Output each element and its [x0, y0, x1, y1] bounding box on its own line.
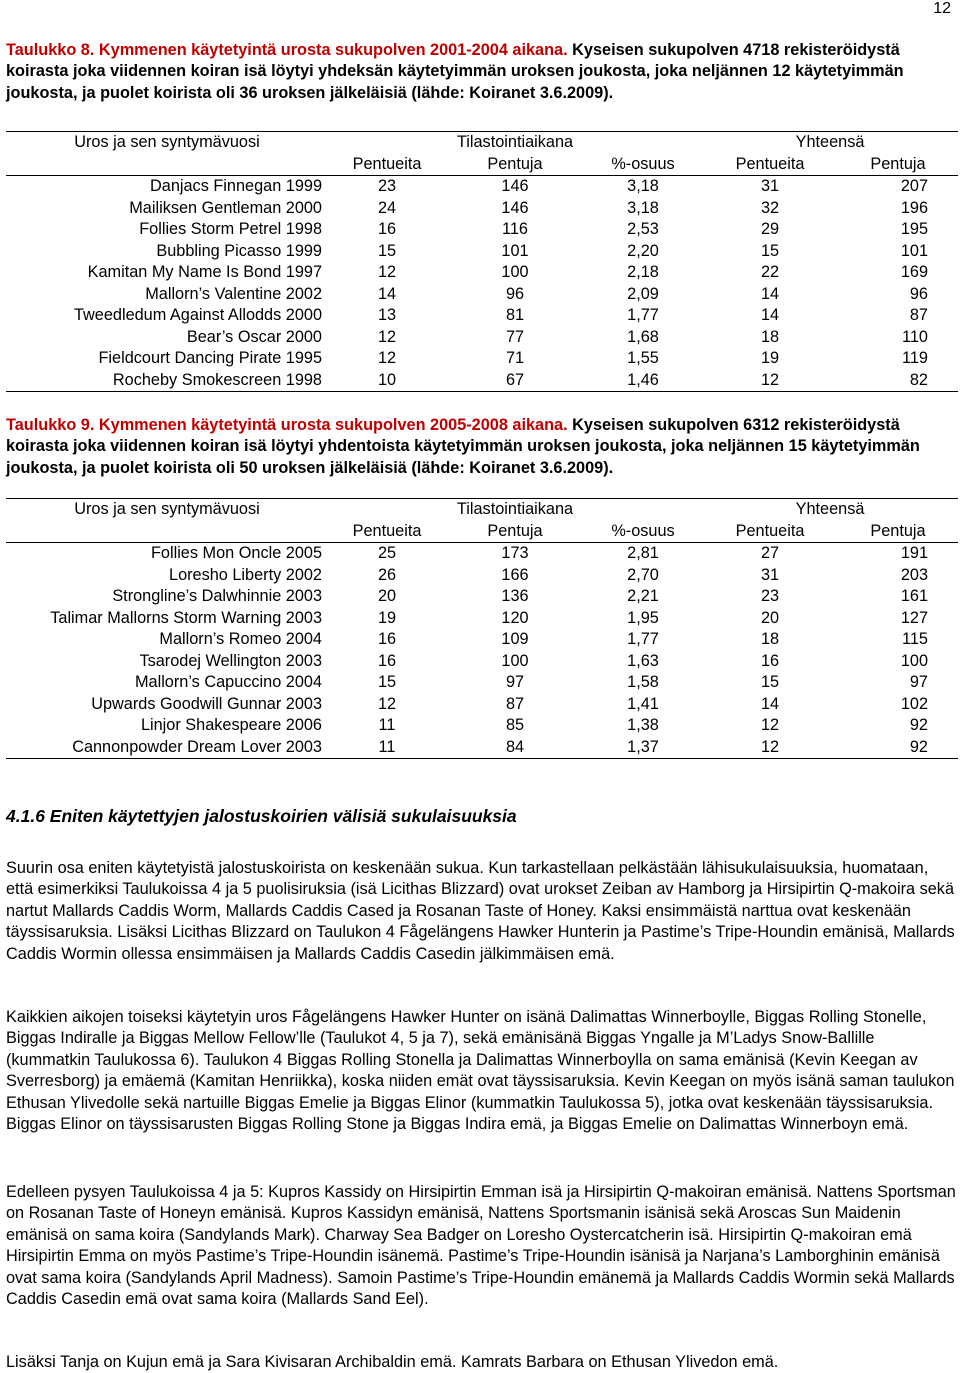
row-litters: 11 [378, 716, 396, 734]
table9-caption [6, 415, 954, 479]
row-total-litters: 14 [760, 694, 780, 713]
row-total-litters: 20 [760, 608, 780, 627]
row-total-puppies: 101 [900, 241, 928, 260]
table-row [6, 565, 958, 587]
row-total-litters: 32 [760, 198, 780, 217]
row-litters: 12 [377, 263, 397, 281]
row-percent: 2,70 [627, 565, 659, 584]
row-percent: 2,21 [627, 587, 659, 605]
row-name: Danjacs Finnegan 1999 [150, 177, 322, 195]
table-row [6, 370, 958, 392]
row-total-puppies: 96 [909, 284, 928, 303]
row-total-litters: 22 [760, 263, 780, 281]
row-total-litters: 27 [760, 544, 780, 562]
row-total-puppies: 195 [900, 220, 928, 238]
table-row [6, 262, 958, 284]
header-total-litters: Pentueita [702, 154, 838, 176]
row-percent: 2,53 [627, 220, 659, 238]
row-name: Fieldcourt Dancing Pirate 1995 [98, 349, 322, 367]
header-total-puppies: Pentuja [838, 154, 958, 176]
table9-caption-title: Taulukko 9. Kymmenen käytetyintä urosta sukupolven 2005-2008 aikana. [6, 416, 568, 434]
row-name: Mailiksen Gentleman 2000 [129, 198, 322, 217]
row-litters: 10 [328, 370, 446, 392]
table8 [6, 131, 958, 392]
row-litters: 26 [377, 565, 397, 584]
row-litters: 13 [377, 306, 397, 324]
row-name: Rocheby Smokescreen 1998 [6, 370, 328, 392]
row-total-litters: 16 [760, 651, 780, 670]
row-total-puppies: 203 [900, 565, 928, 584]
row-name: Talimar Mallorns Storm Warning 2003 [50, 608, 322, 627]
row-puppies: 77 [505, 327, 525, 346]
row-litters: 15 [377, 241, 397, 260]
row-litters: 16 [377, 651, 397, 670]
row-puppies: 120 [501, 608, 529, 627]
row-name: Linjor Shakespeare 2006 [140, 716, 322, 734]
row-total-puppies: 100 [900, 651, 928, 670]
row-litters: 20 [377, 587, 397, 605]
row-puppies: 109 [501, 630, 529, 648]
row-puppies: 100 [501, 263, 529, 281]
paragraph-4: Lisäksi Tanja on Kujun emä ja Sara Kivisaran Archibaldin emä. Kamrats Barbara on Ethusan Ylivedon emä. [6, 1353, 779, 1371]
row-percent: 1,37 [584, 737, 702, 759]
row-percent: 1,38 [627, 716, 659, 734]
table8-caption-title: Taulukko 8. Kymmenen käytetyintä urosta sukupolven 2001-2004 aikana. [6, 41, 568, 59]
table-row [6, 219, 958, 241]
row-percent: 2,81 [627, 544, 659, 562]
row-litters: 19 [377, 608, 397, 627]
row-puppies: 136 [501, 587, 529, 605]
row-puppies: 166 [501, 565, 529, 584]
row-name: Mallorn’s Romeo 2004 [159, 630, 322, 648]
row-total-puppies: 87 [909, 306, 928, 324]
table-row [6, 737, 958, 759]
header-total-litters: Pentueita [702, 521, 838, 543]
row-litters: 12 [377, 327, 397, 346]
table-row [6, 651, 958, 673]
row-percent: 1,77 [627, 306, 659, 324]
row-percent: 1,77 [627, 630, 659, 648]
row-litters: 23 [377, 177, 397, 195]
row-puppies: 146 [501, 198, 529, 217]
row-litters: 11 [328, 737, 446, 759]
header-puppies: Pentuja [446, 521, 584, 543]
table-row [6, 608, 958, 630]
row-total-puppies: 92 [909, 716, 928, 734]
row-percent: 2,20 [627, 241, 659, 260]
row-name: Bubbling Picasso 1999 [156, 241, 322, 260]
row-puppies: 97 [505, 673, 525, 691]
row-name: Loresho Liberty 2002 [169, 565, 322, 584]
row-total-puppies: 169 [900, 263, 928, 281]
row-name: Follies Storm Petrel 1998 [139, 220, 322, 238]
row-percent: 1,68 [627, 327, 659, 346]
header-male: Uros ja sen syntymävuosi [6, 499, 328, 521]
row-name: Follies Mon Oncle 2005 [150, 544, 322, 562]
row-total-litters: 29 [760, 220, 780, 238]
row-percent: 1,41 [627, 694, 659, 713]
table9-header-row-2 [6, 521, 958, 543]
row-total-litters: 14 [760, 306, 780, 324]
row-percent: 3,18 [627, 198, 659, 217]
row-percent: 2,18 [627, 263, 659, 281]
row-total-puppies: 82 [838, 370, 958, 392]
row-name: Kamitan My Name Is Bond 1997 [87, 263, 322, 281]
row-percent: 1,58 [627, 673, 659, 691]
row-litters: 16 [377, 630, 397, 648]
row-name: Tweedledum Against Allodds 2000 [73, 306, 322, 324]
row-puppies: 71 [505, 349, 525, 367]
table-row [6, 305, 958, 327]
row-litters: 14 [377, 284, 397, 303]
row-total-puppies: 127 [900, 608, 928, 627]
page-number: 12 [933, 0, 951, 17]
row-total-litters: 18 [760, 327, 780, 346]
row-total-litters: 15 [760, 241, 780, 260]
paragraph-3: Edelleen pysyen Taulukoissa 4 ja 5: Kupros Kassidy on Hirsipirtin Emman isä ja Hirsipirtin Q-makoiran emänisä. Nattens Sportsman on Rosanan Taste of Honeyn emänisä. Kupros Kassidyn emänisä, Nattens Sportsmanin isänisä sekä Aroscas Sun Maidenin emänisä on sama koira (Sandylands Mark). Charway Sea Badger on Loresho Oystercatcherin isä. Hirsipirtin Q-makoiran emä Hirsipirtin Emma on myös Pastime’s Tripe-Houndin isänemä. Pastime’s Tripe-Houndin isänisä ja Narjana’s Lamborghinin emänisä ovat sama koira (Sandylands April Madness). Samoin Pastime’s Tripe-Houndin emänemä ja Mallards Caddis Wormin sekä Mallards Caddis Casedin emä ovat sama koira (Mallards Sand Eel). [6, 1183, 956, 1309]
table8-header-row-2 [6, 154, 958, 176]
table-row [6, 694, 958, 716]
row-percent: 1,46 [584, 370, 702, 392]
table8-caption [6, 40, 954, 104]
row-percent: 1,95 [627, 608, 659, 627]
row-total-litters: 14 [760, 284, 780, 303]
table-row [6, 672, 958, 694]
row-puppies: 85 [505, 716, 525, 734]
row-name: Bear’s Oscar 2000 [186, 327, 322, 346]
row-name: Cannonpowder Dream Lover 2003 [6, 737, 328, 759]
row-total-litters: 31 [760, 565, 780, 584]
row-total-puppies: 191 [900, 544, 928, 562]
row-litters: 15 [377, 673, 397, 691]
row-total-puppies: 92 [838, 737, 958, 759]
row-total-litters: 23 [760, 587, 780, 605]
row-name: Upwards Goodwill Gunnar 2003 [91, 694, 322, 713]
row-total-puppies: 115 [902, 630, 928, 648]
row-total-litters: 12 [702, 370, 838, 392]
table9-body [6, 543, 958, 759]
table-row [6, 629, 958, 651]
table-row [6, 543, 958, 565]
header-total-puppies: Pentuja [838, 521, 958, 543]
row-name: Mallorn’s Valentine 2002 [145, 284, 322, 303]
row-total-litters: 19 [760, 349, 780, 367]
row-percent: 1,55 [627, 349, 659, 367]
row-total-litters: 15 [760, 673, 780, 691]
row-puppies: 173 [501, 544, 529, 562]
row-litters: 24 [377, 198, 397, 217]
table-row [6, 241, 958, 263]
table-row [6, 715, 958, 737]
table8-header-row-1 [6, 132, 958, 154]
row-name: Mallorn’s Capuccino 2004 [134, 673, 322, 691]
section-heading: 4.1.6 Eniten käytettyjen jalostuskoirien välisiä sukulaisuuksia [6, 806, 517, 826]
row-total-litters: 31 [760, 177, 780, 195]
row-litters: 25 [377, 544, 397, 562]
row-total-puppies: 102 [900, 694, 928, 713]
table-row [6, 176, 958, 198]
row-name: Tsarodej Wellington 2003 [139, 651, 322, 670]
row-puppies: 87 [505, 694, 525, 713]
header-period: Tilastointiaikana [446, 132, 584, 154]
row-total-puppies: 110 [902, 327, 928, 346]
row-puppies: 100 [501, 651, 529, 670]
header-percent: %-osuus [584, 521, 702, 543]
row-percent: 2,09 [627, 284, 659, 303]
row-total-puppies: 97 [909, 673, 928, 691]
row-litters: 12 [377, 694, 397, 713]
row-total-litters: 18 [760, 630, 780, 648]
table-row [6, 327, 958, 349]
table9 [6, 498, 958, 759]
row-name: Strongline’s Dalwhinnie 2003 [112, 587, 322, 605]
table8-caption-text: Kyseisen sukupolven 4718 rekisteröidystä koirasta joka viidennen koiran isä löytyi yhdeksän käytetyimmän uroksen joukosta, joka neljännen 12 käytetyimmän joukosta, ja puolet koirista oli 36 uroksen jälkeläisiä (lähde: Koiranet 3.6.2009). [6, 41, 904, 102]
row-puppies: 146 [501, 177, 529, 195]
row-percent: 1,63 [627, 651, 659, 670]
table-row [6, 586, 958, 608]
row-total-puppies: 119 [902, 349, 928, 367]
header-puppies: Pentuja [446, 154, 584, 176]
row-total-puppies: 207 [900, 177, 928, 195]
paragraph-2: Kaikkien aikojen toiseksi käytetyin uros Fågelängens Hawker Hunter on isänä Dalimattas Winnerboylle, Biggas Rolling Stonelle, Biggas Indiralle ja Biggas Mellow Fellow’lle (Taulukot 4, 5 ja 7), sekä emänisänä Biggas Yngalle ja M’Ladys Snow-Ballille (kummatkin Taulukossa 6). Taulukon 4 Biggas Rolling Stonella ja Dalimattas Winnerboylla on sama emänisä (Kevin Keegan av Sverresborg) ja emäemä (Kamitan Henriikka), koska niiden emät ovat täyssisaruksia. Kevin Keegan on myös isänä saman taulukon Ethusan Ylivedolle sekä nartuille Biggas Emelie ja Biggas Elinor (kummatkin Taulukossa 5), jotka ovat keskenään täyssisaruksia. Biggas Elinor on täyssisarusten Biggas Rolling Stone ja Biggas Indira emä, ja Biggas Emelie on Dalimattas Winnerboyn emä. [6, 1008, 955, 1134]
table9-header-row-1 [6, 499, 958, 521]
table-row [6, 284, 958, 306]
table8-body [6, 176, 958, 392]
table9-caption-text: Kyseisen sukupolven 6312 rekisteröidystä koirasta joka viidennen koiran isä löytyi yhdentoista käytetyimmän uroksen joukosta, joka neljännen 15 käytetyimmän joukosta, ja puolet koirista oli 50 uroksen jälkeläisiä (lähde: Koiranet 3.6.2009). [6, 416, 920, 477]
row-puppies: 101 [501, 241, 529, 260]
row-puppies: 84 [446, 737, 584, 759]
header-total: Yhteensä [702, 499, 958, 521]
header-litters: Pentueita [328, 154, 446, 176]
header-period: Tilastointiaikana [446, 499, 584, 521]
row-total-litters: 12 [702, 737, 838, 759]
header-total: Yhteensä [702, 132, 958, 154]
row-percent: 3,18 [627, 177, 659, 195]
table-row [6, 348, 958, 370]
row-total-litters: 12 [760, 716, 780, 734]
header-percent: %-osuus [584, 154, 702, 176]
row-puppies: 67 [446, 370, 584, 392]
row-total-puppies: 196 [900, 198, 928, 217]
row-total-puppies: 161 [900, 587, 928, 605]
row-puppies: 116 [502, 220, 528, 238]
row-litters: 12 [377, 349, 397, 367]
row-puppies: 96 [505, 284, 525, 303]
table-row [6, 198, 958, 220]
row-litters: 16 [377, 220, 397, 238]
header-litters: Pentueita [328, 521, 446, 543]
header-male: Uros ja sen syntymävuosi [6, 132, 328, 154]
paragraph-1: Suurin osa eniten käytetyistä jalostuskoirista on keskenään sukua. Kun tarkastellaan pelkästään lähisukulaisuuksia, huomataan, että esimerkiksi Taulukoissa 4 ja 5 puolisiruksia (isä Licithas Blizzard) ovat urokset Zeiban av Hamborg ja Hirsipirtin Q-makoira sekä nartut Mallards Caddis Worm, Mallards Caddis Cased ja Rosanan Taste of Honey. Kaksi ensimmäistä narttua ovat keskenään täyssisaruksia. Lisäksi Licithas Blizzard on Taulukon 4 Fågelängens Hawker Hunterin ja Pastime’s Tripe-Houndin emänisä, Mallards Caddis Wormin ollessa ensimmäisen ja Mallards Caddis Casedin jälkimmäisen emä. [6, 859, 955, 963]
row-puppies: 81 [505, 306, 525, 324]
